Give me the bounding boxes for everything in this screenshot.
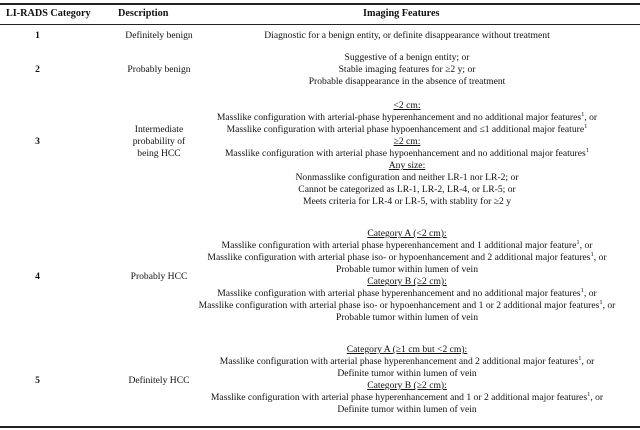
size-criterion-heading: <2 cm: [393,100,421,111]
feature-line: Masslike configuration with arterial phase hypoenhancement and ≤1 additional major feature$^1$ [226,123,588,136]
description-line: Definitely benign [125,30,193,41]
size-criterion-heading: Category A (≥1 cm but <2 cm): [346,344,468,355]
category-cell: 5 [35,375,40,386]
footnote-marker: 1 [584,123,588,131]
category-cell: 3 [35,136,40,147]
footnote-marker: 1 [599,299,603,307]
description-line: probability of [132,135,186,147]
size-criterion-heading: ≥2 cm: [393,136,421,148]
description-line: Probably benign [127,64,191,75]
feature-line: Masslike configuration with arterial-phase hyperenhancement and no additional major features$^1$, or [216,111,598,124]
imaging-features-cell [178,52,636,88]
imaging-features-cell [178,228,636,324]
bottom-rule [0,426,640,428]
description-line: Definitely HCC [128,375,190,386]
description-line: Probably HCC [130,271,188,282]
size-criterion-heading: Category B (≥2 cm): [367,380,447,392]
feature-line: Masslike configuration with arterial phase hyperenhancement and 1 additional major feature$^1$, or [221,239,593,252]
footnote-marker: 1 [587,391,591,399]
imaging-features-cell [178,100,636,208]
description-line: Intermediate [134,123,184,135]
feature-line: Masslike configuration with arterial phase iso- or hypoenhancement and 1 or 2 additional major features$^1$, or [198,299,616,312]
footnote-marker: 1 [590,251,594,259]
footnote-marker: 1 [578,355,582,363]
category-cell: 2 [35,64,40,75]
footnote-marker: 1 [581,111,585,119]
description-line: being HCC [137,148,181,160]
feature-line: Probable disappearance in the absence of treatment [308,76,506,88]
size-criterion-heading: Category A (<2 cm): [367,228,447,239]
feature-line: Diagnostic for a benign entity, or definite disappearance without treatment [264,30,550,41]
top-rule [0,3,640,5]
feature-line: Suggestive of a benign entity; or [344,52,470,63]
feature-line: Nonmasslike configuration and neither LR-1 nor LR-2; or [295,172,519,184]
feature-line: Probable tumor within lumen of vein [335,312,479,324]
footnote-marker: 1 [576,239,580,247]
category-cell: 1 [35,30,40,41]
feature-line: Masslike configuration with arterial phase hyperenhancement and 1 or 2 additional major features$^1$, or [210,391,604,404]
size-criterion-heading: Category B (≥2 cm): [367,276,447,288]
feature-line: Stable imaging features for ≥2 y; or [338,64,476,76]
footnote-marker: 1 [585,147,589,155]
feature-line: Masslike configuration with arterial phase iso- or hypoenhancement and 2 additional major features$^1$, or [207,251,607,264]
feature-line: Probable tumor within lumen of vein [335,264,479,276]
header-description: Description [118,8,169,19]
feature-line: Meets criteria for LR-4 or LR-5, with stablity for ≥2 y [302,196,512,208]
header-category: LI-RADS Category [6,8,91,19]
feature-line: Masslike configuration with arterial phase hyperenhancement and 2 additional major features$^1$, or [219,355,595,368]
header-imaging-features: Imaging Features [363,8,440,19]
feature-line: Cannot be categorized as LR-1, LR-2, LR-4, or LR-5; or [298,184,516,196]
header-rule [0,24,640,25]
feature-line: Definite tumor within lumen of vein [337,368,477,380]
imaging-features-cell [178,344,636,416]
footnote-marker: 1 [580,287,584,295]
imaging-features-cell [178,30,636,42]
feature-line: Definite tumor within lumen of vein [337,404,477,416]
size-criterion-heading: Any size: [388,160,426,172]
feature-line: Masslike configuration with arterial phase hyperenhancement and no additional major features$^1$, or [217,287,597,300]
feature-line: Masslike configuration with arterial phase hypoenhancement and no additional major features$^1$ [225,147,589,160]
category-cell: 4 [35,271,40,282]
